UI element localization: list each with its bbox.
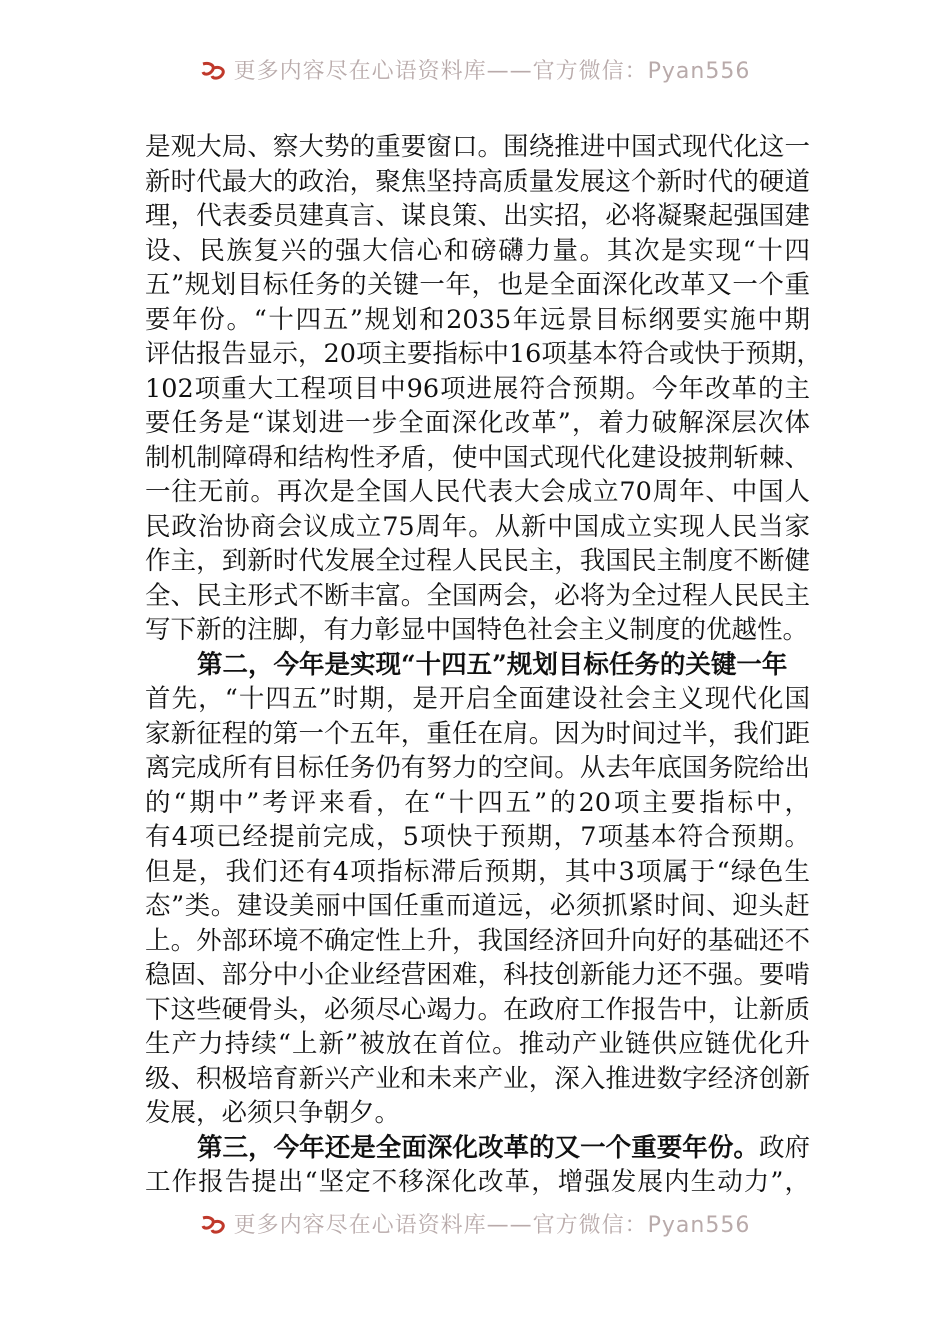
- text-line: 一往无前。再次是全国人民代表大会成立70周年、中国人: [145, 477, 810, 507]
- text-line: 但是，我们还有4项指标滞后预期，其中3项属于“绿色生: [145, 856, 810, 887]
- text-line: 上。外部环境不确定性上升，我国经济回升向好的基础还不: [145, 925, 810, 956]
- logo-icon: [200, 1214, 228, 1236]
- text-line: 制机制障碍和结构性矛盾，使中国式现代化建设披荆斩棘、: [145, 442, 810, 473]
- text-line: 下这些硬骨头，必须尽心竭力。在政府工作报告中，让新质: [145, 994, 810, 1025]
- footer-watermark-text: 更多内容尽在心语资料库——官方微信：Pyan556: [233, 1213, 751, 1238]
- text-line: 家新征程的第一个五年，重任在肩。因为时间过半，我们距: [145, 718, 810, 749]
- paragraph-3: [145, 1131, 810, 1200]
- text-line: 民政治协商会议成立75周年。从新中国成立实现人民当家: [145, 511, 810, 542]
- text-line: 离完成所有目标任务仍有努力的空间。从去年底国务院给出: [145, 753, 810, 783]
- text-line: 要任务是“谋划进一步全面深化改革”，着力破解深层次体: [145, 408, 810, 438]
- paragraph-2: [145, 682, 810, 1131]
- text-line: 全、民主形式不断丰富。全国两会，必将为全过程人民民主: [145, 580, 810, 611]
- text-line: 新时代最大的政治，聚焦坚持高质量发展这个新时代的硬道: [145, 166, 810, 197]
- inline-text: 政府: [758, 1132, 810, 1163]
- paragraph-1: [145, 130, 822, 648]
- footer-watermark: [0, 1208, 950, 1239]
- text-line: 是观大局、察大势的重要窗口。围绕推进中国式现代化这一: [145, 132, 810, 162]
- text-line: 态”类。建设美丽中国任重而道远，必须抓紧时间、迎头赶: [145, 891, 810, 921]
- section-heading-3: 第三，今年还是全面深化改革的又一个重要年份。: [197, 1132, 759, 1163]
- text-line: [145, 1131, 810, 1166]
- document-body: [145, 130, 822, 1200]
- text-line: 102项重大工程项目中96项进展符合预期。今年改革的主: [145, 373, 810, 404]
- logo-icon: [200, 60, 228, 82]
- text-line: 首先，“十四五”时期，是开启全面建设社会主义现代化国: [145, 684, 810, 714]
- text-line: 要年份。“十四五”规划和2035年远景目标纲要实施中期: [145, 304, 810, 335]
- text-line: 工作报告提出“坚定不移深化改革，增强发展内生动力”，: [145, 1167, 810, 1197]
- text-line: 稳固、部分中小企业经营困难，科技创新能力还不强。要啃: [145, 960, 810, 990]
- text-line: 生产力持续“上新”被放在首位。推动产业链供应链优化升: [145, 1029, 810, 1059]
- text-line: 五”规划目标任务的关键一年，也是全面深化改革又一个重: [145, 270, 810, 300]
- text-line: 写下新的注脚，有力彰显中国特色社会主义制度的优越性。: [145, 615, 809, 645]
- text-line: 评估报告显示，20项主要指标中16项基本符合或快于预期，: [145, 339, 822, 369]
- text-line: 作主，到新时代发展全过程人民民主，我国民主制度不断健: [145, 546, 810, 576]
- text-line: 理，代表委员建真言、谋良策、出实招，必将凝聚起强国建: [145, 201, 810, 231]
- text-line: 的“期中”考评来看，在“十四五”的20项主要指标中，: [145, 787, 810, 818]
- header-watermark-text: 更多内容尽在心语资料库——官方微信：Pyan556: [233, 59, 751, 84]
- text-line: 设、民族复兴的强大信心和磅礴力量。其次是实现“十四: [145, 235, 810, 266]
- header-watermark: [0, 54, 950, 85]
- text-line: 有4项已经提前完成，5项快于预期，7项基本符合预期。: [145, 822, 810, 852]
- section-heading-2: 第二，今年是实现“十四五”规划目标任务的关键一年: [197, 649, 788, 680]
- text-line: 发展，必须只争朝夕。: [145, 1098, 401, 1128]
- text-line: 级、积极培育新兴产业和未来产业，深入推进数字经济创新: [145, 1063, 810, 1094]
